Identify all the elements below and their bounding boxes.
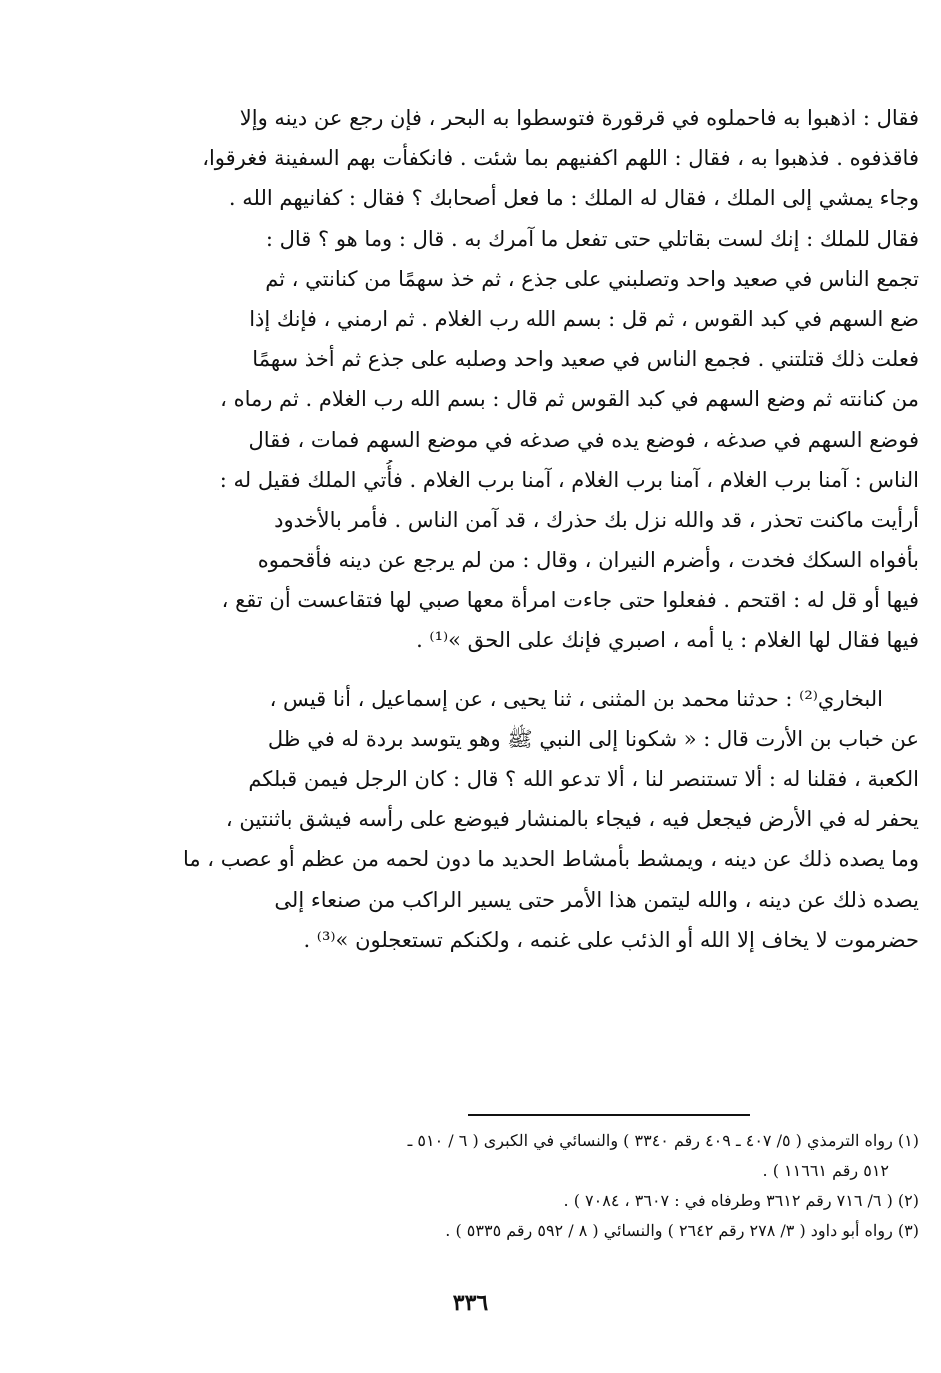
footnote-3: (٣) رواه أبو داود ( ٣/ ٢٧٨ رقم ٢٦٤٢ ) والنسائي ( ٨ / ٥٩٢ رقم ٥٣٣٥ ) . [445, 1221, 919, 1240]
footnote-1: (١) رواه الترمذي ( ٥/ ٤٠٧ ـ ٤٠٩ رقم ٣٣٤٠ ) والنسائي في الكبرى ( ٦ / ٥١٠ ـ [407, 1131, 919, 1150]
text-line: تجمع الناس في صعيد واحد وتصلبني على جذع ، ثم خذ سهمًا من كنانتي ، ثم [265, 266, 919, 291]
text-line: وما يصده ذلك عن دينه ، ويمشط بأمشاط الحديد ما دون لحمه من عظم أو عصب ، ما [182, 847, 919, 872]
footnote-divider [468, 1114, 750, 1116]
text-line: من كنانته ثم وضع السهم في كبد القوس ثم قال : بسم الله رب الغلام . ثم رماه ، [220, 387, 919, 412]
text-line: فاقذفوه . فذهبوا به ، فقال : اللهم اكفنيهم بما شئت . فانكفأت بهم السفينة فغرقوا، [202, 146, 919, 171]
text-line: فيها أو قل له : اقتحم . ففعلوا حتى جاءت امرأة معها صبي لها فتقاعست أن تقع ، [221, 588, 919, 613]
main-text [18, 98, 919, 960]
text-line: الكعبة ، فقلنا له : ألا تستنصر لنا ، ألا تدعو الله ؟ قال : كان الرجل فيمن قبلكم [248, 767, 919, 791]
text-line: وجاء يمشي إلى الملك ، فقال له الملك : ما فعل أصحابك ؟ فقال : كفانيهم الله . [228, 186, 919, 211]
text-line: البخاري⁽²⁾ : حدثنا محمد بن المثنى ، ثنا يحيى ، عن إسماعيل ، أنا قيس ، [269, 686, 883, 711]
text-line: ضع السهم في كبد القوس ، ثم قل : بسم الله رب الغلام . ثم ارمني ، فإنك إذا [249, 306, 919, 331]
text-line: حضرموت لا يخاف إلا الله أو الذئب على غنمه ، ولكنكم تستعجلون »⁽³⁾ . [303, 927, 919, 952]
footnote-2: (٢) ( ٦/ ٧١٦ رقم ٣٦١٢ وطرفاه في : ٣٦٠٧ ، ٧٠٨٤ ) . [563, 1191, 919, 1210]
paragraph-2 [18, 679, 919, 960]
text-line: فيها فقال لها الغلام : يا أمه ، اصبري فإنك على الحق »⁽¹⁾ . [416, 628, 919, 653]
footnotes [20, 1126, 919, 1246]
text-line: فعلت ذلك قتلتني . فجمع الناس في صعيد واحد وصلبه على جذع ثم أخذ سهمًا [252, 347, 919, 372]
text-line: عن خباب بن الأرت قال : « شكونا إلى النبي ﷺ وهو يتوسد بردة له في ظل [267, 726, 919, 751]
text-line: فقال للملك : إنك لست بقاتلي حتى تفعل ما آمرك به . قال : وما هو ؟ قال : [265, 226, 919, 251]
text-line: فقال : اذهبوا به فاحملوه في قرقورة فتوسطوا به البحر ، فإن رجع عن دينه وإلا [239, 106, 919, 130]
text-line: فوضع السهم في صدغه ، فوضع يده في صدغه في موضع السهم فمات ، فقال [248, 427, 919, 452]
footnote-1-continuation: ٥١٢ رقم ١١٦٦١ ) . [762, 1161, 889, 1180]
paragraph-1 [18, 98, 919, 661]
text-line: بأفواه السكك فخدت ، وأضرم النيران ، وقال : من لم يرجع عن دينه فأقحموه [257, 548, 919, 573]
text-line: يحفر له في الأرض فيجعل فيه ، فيجاء بالمنشار فيوضع على رأسه فيشق باثنتين ، [225, 807, 919, 832]
text-line: الناس : آمنا برب الغلام ، آمنا برب الغلام ، آمنا برب الغلام . فأُتي الملك فقيل له : [219, 467, 919, 492]
text-line: أرأيت ماكنت تحذر ، قد والله نزل بك حذرك ، قد آمن الناس . فأمر بالأخدود [274, 507, 919, 532]
page-number: ٣٣٦ [452, 1290, 489, 1316]
text-line: يصده ذلك عن دينه ، والله ليتمن هذا الأمر حتى يسير الراكب من صنعاء إلى [274, 887, 919, 912]
paragraph-gap [18, 661, 919, 679]
